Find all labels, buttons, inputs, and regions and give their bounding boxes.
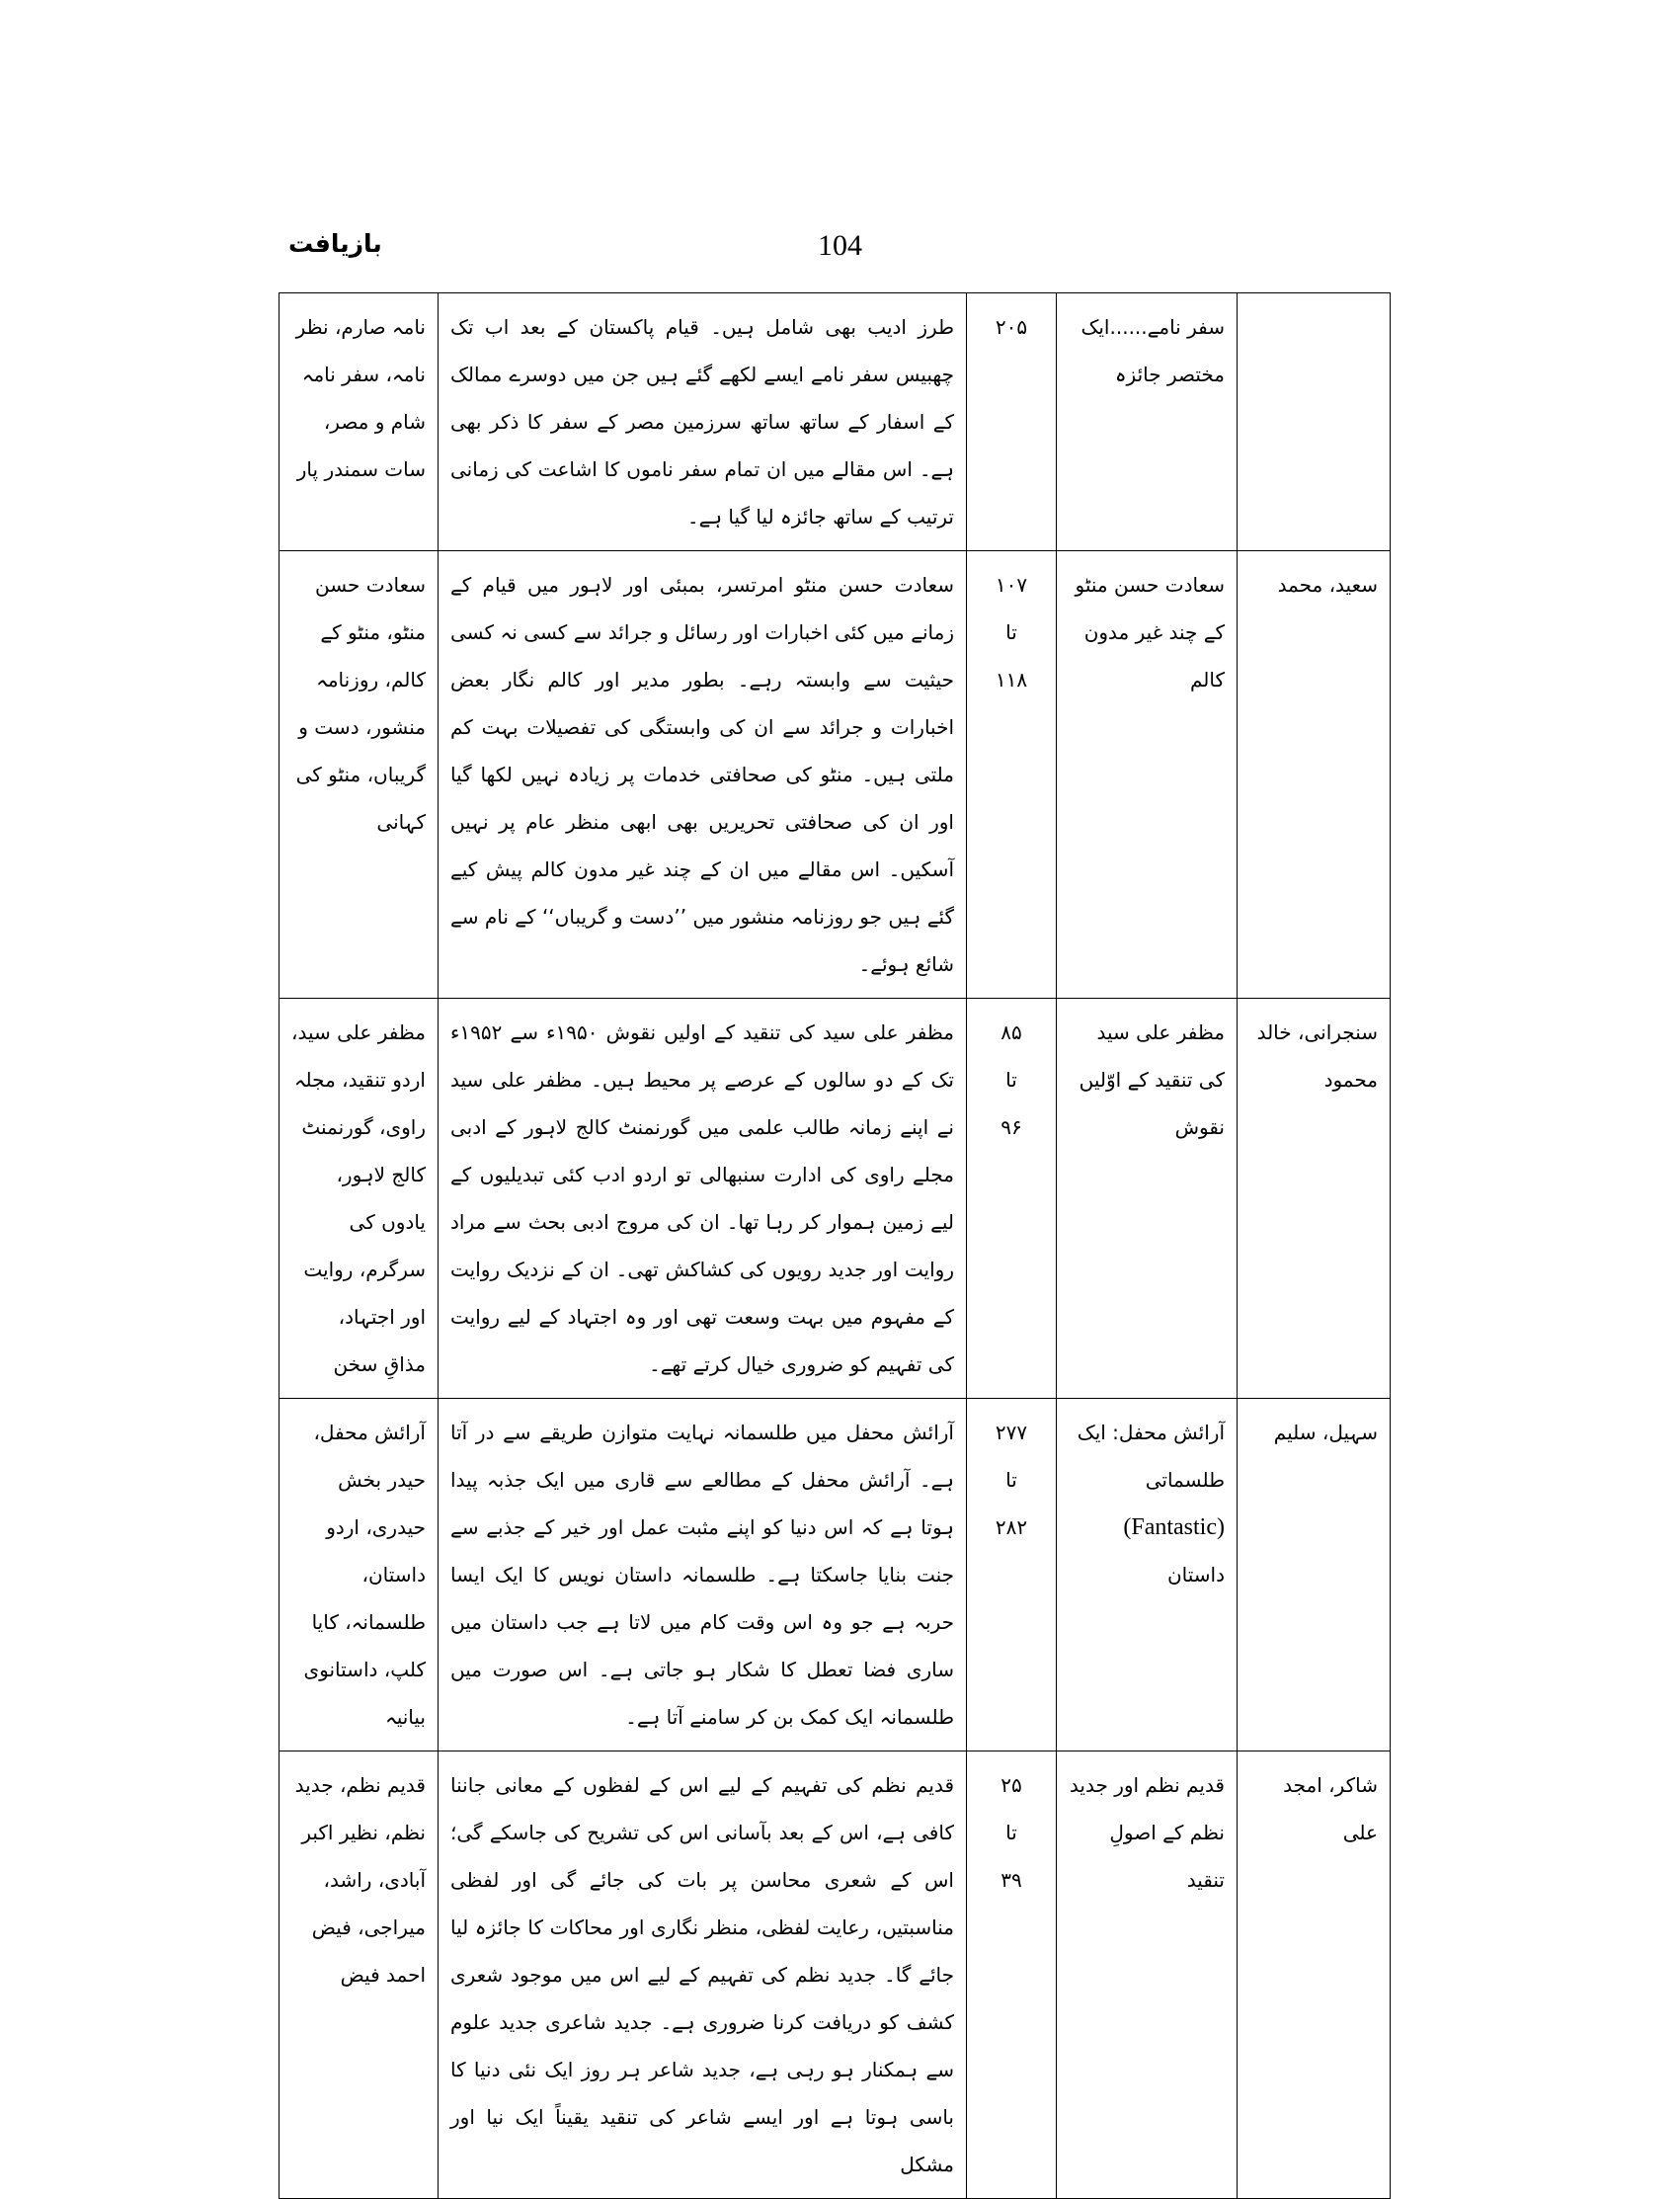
title-text: آرائش محفل: ایک طلسماتی [1077, 1421, 1225, 1492]
pages-to: ۳۹ [1000, 1868, 1022, 1892]
table-row [280, 1751, 1391, 2199]
author-cell: سہیل، سلیم [1238, 1399, 1391, 1751]
page-number: 104 [818, 229, 862, 262]
pages-cell [967, 293, 1057, 551]
pages-cell [967, 999, 1057, 1399]
summary-cell: سعادت حسن منٹو امرتسر، بمبئی اور لاہور میں قیام کے زمانے میں کئی اخبارات اور رسائل و جرائد سے کسی نہ کسی حیثیت سے وابستہ رہے۔ بطور مدیر اور کالم نگار بعض اخبارات و جرائد سے ان کی وابستگی کی تفصیلات بہت کم ملتی ہیں۔ منٹو کی صحافتی خدمات پر زیادہ نہیں لکھا گیا اور ان کی صحافتی تحریریں بھی ابھی منظر عام پر نہیں آسکیں۔ اس مقالے میں ان کے چند غیر مدون کالم پیش کیے گئے ہیں جو روزنامہ منشور میں ’’دست و گریباں‘‘ کے نام سے شائع ہوئے۔ [439, 551, 967, 999]
title-cell: سفر نامے......ایک مختصر جائزہ [1057, 293, 1238, 551]
keywords-cell: نامہ صارم، نظر نامہ، سفر نامہ شام و مصر، سات سمندر پار [280, 293, 439, 551]
title-cell: قدیم نظم اور جدید نظم کے اصولِ تنقید [1057, 1751, 1238, 2199]
table-row [280, 551, 1391, 999]
pages-cell [967, 1399, 1057, 1751]
pages-cell [967, 1751, 1057, 2199]
keywords-cell: سعادت حسن منٹو، منٹو کے کالم، روزنامہ منشور، دست و گریباں، منٹو کی کہانی [280, 551, 439, 999]
keywords-cell: مظفر علی سید، اردو تنقید، مجلہ راوی، گورنمنٹ کالج لاہور، یادوں کی سرگرم، روایت اور اجتہاد، مذاقِ سخن [280, 999, 439, 1399]
title-text-end: داستان [1166, 1563, 1225, 1587]
table-row [280, 293, 1391, 551]
keywords-cell: آرائش محفل، حیدر بخش حیدری، اردو داستان، طلسمانہ، کایا کلپ، داستانوی بیانیہ [280, 1399, 439, 1751]
author-cell [1238, 293, 1391, 551]
summary-cell: مظفر علی سید کی تنقید کے اولیں نقوش ۱۹۵۰ء سے ۱۹۵۲ء تک کے دو سالوں کے عرصے پر محیط ہیں۔ مظفر علی سید نے اپنے زمانہ طالب علمی میں گورنمنٹ کالج لاہور کے ادبی مجلے راوی کی ادارت سنبھالی تو اردو ادب کئی تبدیلیوں کے لیے زمین ہموار کر رہا تھا۔ ان کی مروج ادبی بحث سے مراد روایت اور جدید رویوں کی کشاکش تھی۔ ان کے نزدیک روایت کے مفہوم میں بہت وسعت تھی اور وہ اجتہاد کے لیے روایت کی تفہیم کو ضروری خیال کرتے تھے۔ [439, 999, 967, 1399]
journal-title: بازیافت [288, 229, 382, 258]
pages-from: ۲۵ [1000, 1773, 1022, 1797]
summary-cell: قدیم نظم کی تفہیم کے لیے اس کے لفظوں کے معانی جاننا کافی ہے، اس کے بعد بآسانی اس کی تشریح کی جاسکے گی؛ اس کے شعری محاسن پر بات کی جائے گی اور لفظی مناسبتیں، رعایت لفظی، منظر نگاری اور محاکات کا جائزہ لیا جائے گا۔ جدید نظم کی تفہیم کے لیے اس میں موجود شعری کشف کو دریافت کرنا ضروری ہے۔ جدید شاعری جدید علوم سے ہمکنار ہو رہی ہے، جدید شاعر ہر روز ایک نئی دنیا کا باسی ہوتا ہے اور ایسے شاعر کی تنقید یقیناً ایک نیا اور مشکل [439, 1751, 967, 2199]
pages-from: ۱۰۷ [995, 573, 1028, 597]
pages-from: ۸۵ [1000, 1020, 1022, 1044]
author-cell: شاکر، امجد علی [1238, 1751, 1391, 2199]
pages-from: ۲۷۷ [995, 1421, 1028, 1444]
pages-cell [967, 551, 1057, 999]
article-index-table [279, 292, 1391, 2199]
title-latin: (Fantastic) [1123, 1514, 1225, 1540]
pages-to: ۲۸۲ [995, 1515, 1028, 1539]
pages-from: ۲۰۵ [995, 315, 1028, 339]
title-cell: مظفر علی سید کی تنقید کے اوّلیں نقوش [1057, 999, 1238, 1399]
title-cell: سعادت حسن منٹو کے چند غیر مدون کالم [1057, 551, 1238, 999]
pages-to: ۹۶ [1000, 1115, 1022, 1139]
pages-separator: تا [1005, 1068, 1017, 1092]
summary-cell: آرائش محفل میں طلسمانہ نہایت متوازن طریقے سے در آتا ہے۔ آرائش محفل کے مطالعے سے قاری میں ایک جذبہ پیدا ہوتا ہے کہ اس دنیا کو اپنے مثبت عمل اور خیر کے جذبے سے جنت بنایا جاسکتا ہے۔ طلسمانہ داستان نویس کا ایک ایسا حربہ ہے جو وہ اس وقت کام میں لاتا ہے جب داستان میں ساری فضا تعطل کا شکار ہو جاتی ہے۔ اس صورت میں طلسمانہ ایک کمک بن کر سامنے آتا ہے۔ [439, 1399, 967, 1751]
pages-to: ۱۱۸ [995, 668, 1028, 692]
pages-separator: تا [1005, 1468, 1017, 1492]
pages-separator: تا [1005, 620, 1017, 644]
author-cell: سنجرانی، خالد محمود [1238, 999, 1391, 1399]
keywords-cell: قدیم نظم، جدید نظم، نظیر اکبر آبادی، راشد، میراجی، فیض احمد فیض [280, 1751, 439, 2199]
author-cell: سعید، محمد [1238, 551, 1391, 999]
table-row [280, 1399, 1391, 1751]
title-cell [1057, 1399, 1238, 1751]
table-row [280, 999, 1391, 1399]
summary-cell: طرز ادیب بھی شامل ہیں۔ قیام پاکستان کے بعد اب تک چھبیس سفر نامے ایسے لکھے گئے ہیں جن میں دوسرے ممالک کے اسفار کے ساتھ ساتھ سرزمین مصر کے سفر کا ذکر بھی ہے۔ اس مقالے میں ان تمام سفر ناموں کا اشاعت کی زمانی ترتیب کے ساتھ جائزہ لیا گیا ہے۔ [439, 293, 967, 551]
pages-separator: تا [1005, 1821, 1017, 1844]
